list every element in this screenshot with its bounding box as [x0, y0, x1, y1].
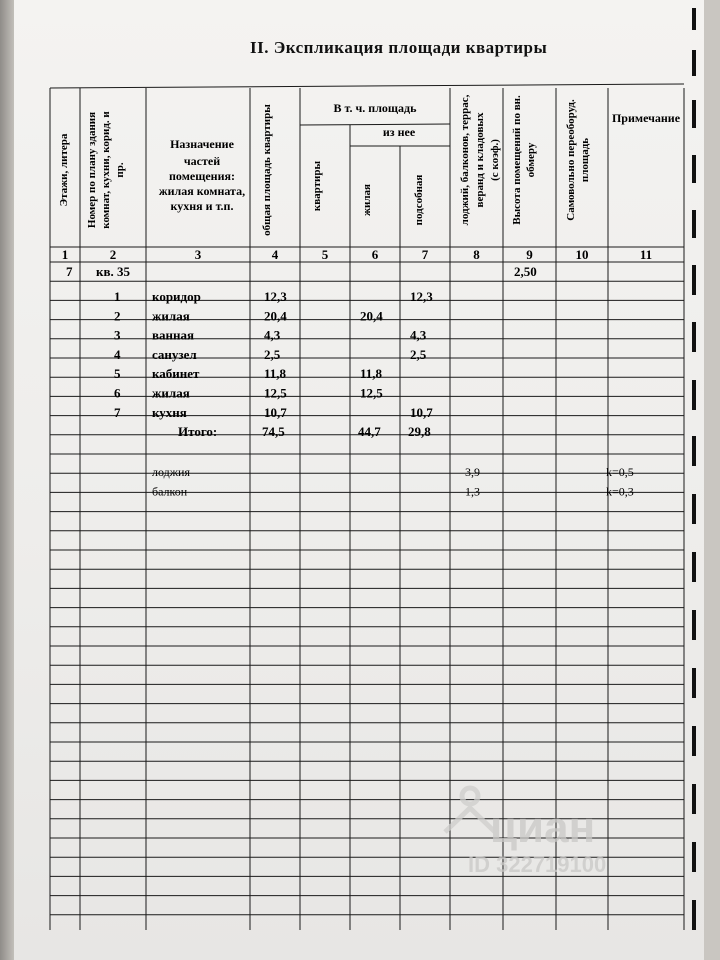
- room-number: 4: [114, 346, 121, 362]
- header-loggias-line3: (с коэф.): [489, 139, 501, 181]
- grid-line: [300, 124, 450, 125]
- room-name: кабинет: [152, 366, 200, 382]
- header-purpose-line1: Назначение: [170, 137, 234, 151]
- column-number: 5: [321, 247, 329, 262]
- header-unauthorized-line1: Самовольно переоборуд.: [565, 99, 577, 221]
- house-logo-icon: [445, 788, 495, 832]
- header-number-line2: комнат, кухни, корид. и: [100, 111, 112, 229]
- room-number: 1: [114, 289, 121, 304]
- room-total-area: 10,7: [264, 404, 287, 420]
- header-loggias-line2: веранд и кладовых: [474, 112, 486, 208]
- room-total-area: 2,5: [264, 346, 281, 362]
- room-name: жилая: [152, 385, 190, 401]
- header-floors: Этажи, литера: [58, 133, 70, 207]
- room-name: ванная: [152, 327, 195, 343]
- room-aux-area: 4,3: [410, 327, 427, 343]
- floor-value: 7: [66, 264, 73, 279]
- extra-name: лоджия: [152, 465, 190, 479]
- header-height-line1: Высота помещений по вн.: [511, 95, 523, 225]
- room-name: жилая: [152, 308, 190, 324]
- header-purpose-line3: помещения:: [169, 169, 235, 183]
- room-number: 6: [114, 385, 121, 401]
- header-of-which: из нее: [382, 125, 416, 139]
- header-loggias-line1: лоджий, балконов, террас,: [459, 94, 471, 226]
- room-total-area: 12,5: [264, 385, 287, 401]
- extra-coefficient: k=0,5: [606, 465, 634, 479]
- header-purpose-line2: частей: [183, 154, 221, 168]
- header-auxiliary: подсобная: [413, 174, 425, 226]
- room-name: санузел: [152, 346, 197, 362]
- room-number: 2: [114, 308, 121, 324]
- extra-area: 3,9: [465, 465, 480, 479]
- column-number: 1: [61, 247, 69, 262]
- totals-living: 44,7: [358, 424, 381, 439]
- column-number: 10: [575, 247, 589, 262]
- totals-label: Итого:: [178, 424, 218, 439]
- ceiling-height: 2,50: [514, 264, 537, 279]
- column-number: 11: [639, 247, 653, 262]
- header-incl-area: В т. ч. площадь: [333, 101, 417, 115]
- room-number: 3: [114, 327, 121, 343]
- room-aux-area: 2,5: [410, 346, 427, 362]
- extra-area: 1,3: [465, 484, 480, 499]
- header-apartment: квартиры: [311, 160, 323, 212]
- room-total-area: 20,4: [264, 308, 287, 324]
- extra-name: балкон: [152, 484, 188, 499]
- header-unauthorized-line2: площадь: [579, 137, 591, 183]
- room-name: коридор: [152, 289, 201, 304]
- totals-total: 74,5: [262, 424, 285, 439]
- column-number: 3: [194, 247, 202, 262]
- apartment-number: кв. 35: [96, 264, 131, 279]
- watermark-id: ID 322719100: [468, 852, 607, 877]
- room-living-area: 11,8: [360, 366, 383, 382]
- header-purpose-line5: кухня и т.п.: [170, 199, 234, 213]
- column-number: 2: [109, 247, 117, 262]
- room-living-area: 20,4: [360, 308, 383, 324]
- room-number: 7: [114, 404, 121, 420]
- header-living: жилая: [361, 184, 373, 216]
- watermark: [445, 788, 606, 877]
- column-number: 6: [371, 247, 379, 262]
- header-total-area: общая площадь квартиры: [261, 104, 273, 236]
- column-number: 7: [421, 247, 429, 262]
- room-total-area: 4,3: [264, 327, 281, 343]
- header-number-line3: пр.: [114, 162, 126, 178]
- watermark-brand: циан: [490, 803, 596, 852]
- page-title: II. Экспликация площади квартиры: [250, 38, 548, 57]
- room-name: кухня: [152, 404, 187, 420]
- extra-coefficient: k=0,3: [606, 484, 634, 499]
- column-number: 9: [526, 247, 533, 262]
- room-total-area: 11,8: [264, 366, 287, 382]
- room-total-area: 12,3: [264, 289, 287, 304]
- grid-line: [50, 84, 684, 88]
- room-number: 5: [114, 366, 121, 382]
- header-purpose-line4: жилая комната,: [158, 184, 246, 198]
- header-note: Примечание: [611, 111, 681, 125]
- header-number-line1: Номер по плану здания: [86, 111, 98, 229]
- totals-aux: 29,8: [408, 424, 431, 439]
- column-number: 8: [473, 247, 480, 262]
- room-living-area: 12,5: [360, 385, 383, 401]
- column-number: 4: [271, 247, 279, 262]
- room-aux-area: 12,3: [410, 289, 433, 304]
- room-aux-area: 10,7: [410, 404, 433, 420]
- header-height-line2: обмеру: [525, 142, 537, 178]
